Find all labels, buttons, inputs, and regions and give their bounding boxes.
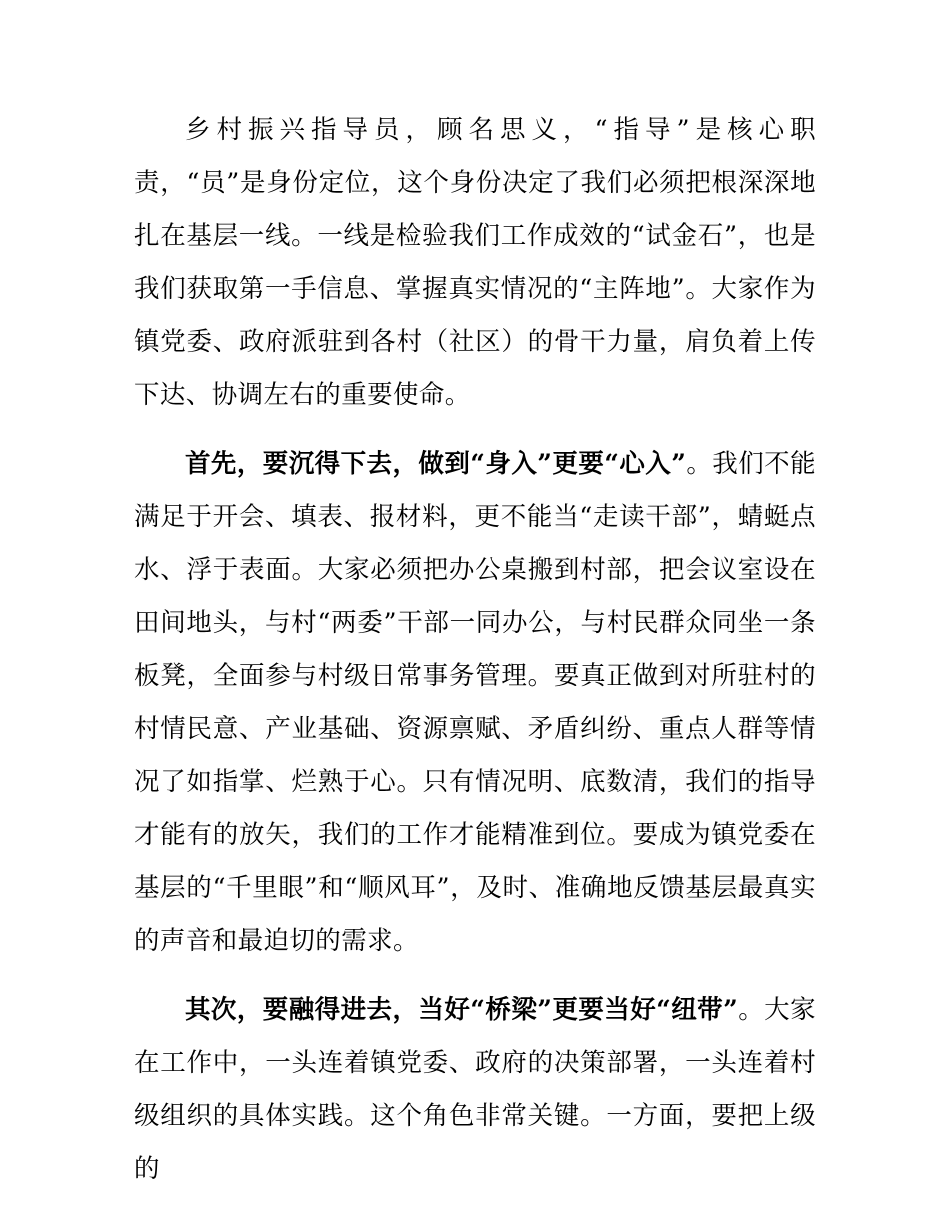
paragraph-3-lead: 其次，要融得进去，当好“桥梁”更要当好“纽带” [185,995,739,1025]
paragraph-3-text: 。大家在工作中，一头连着镇党委、政府的决策部署，一头连着村级组织的具体实践。这个角色非常关键。一方面，要把上级的 [134,995,816,1184]
paragraph-2-lead: 首先，要沉得下去，做到“身入”更要“心入” [185,449,687,479]
paragraph-3 [134,984,816,1196]
paragraph-2 [134,438,816,968]
document-body [134,104,816,1196]
paragraph-2-text: 。我们不能满足于开会、填表、报材料，更不能当“走读干部”，蜻蜓点水、浮于表面。大家必须把办公桌搬到村部，把会议室设在田间地头，与村“两委”干部一同办公，与村民群众同坐一条板凳，全面参与村级日常事务管理。要真正做到对所驻村的村情民意、产业基础、资源禀赋、矛盾纠纷、重点人群等情况了如指掌、烂熟于心。只有情况明、底数清，我们的指导才能有的放矢，我们的工作才能精准到位。要成为镇党委在基层的“千里眼”和“顺风耳”，及时、准确地反馈基层最真实的声音和最迫切的需求。 [134,449,816,956]
paragraph-1 [134,104,816,422]
paragraph-1-text: 乡村振兴指导员，顾名思义，“指导”是核心职责，“员”是身份定位，这个身份决定了我们必须把根深深地扎在基层一线。一线是检验我们工作成效的“试金石”，也是我们获取第一手信息、掌握真实情况的“主阵地”。大家作为镇党委、政府派驻到各村（社区）的骨干力量，肩负着上传下达、协调左右的重要使命。 [134,115,816,410]
